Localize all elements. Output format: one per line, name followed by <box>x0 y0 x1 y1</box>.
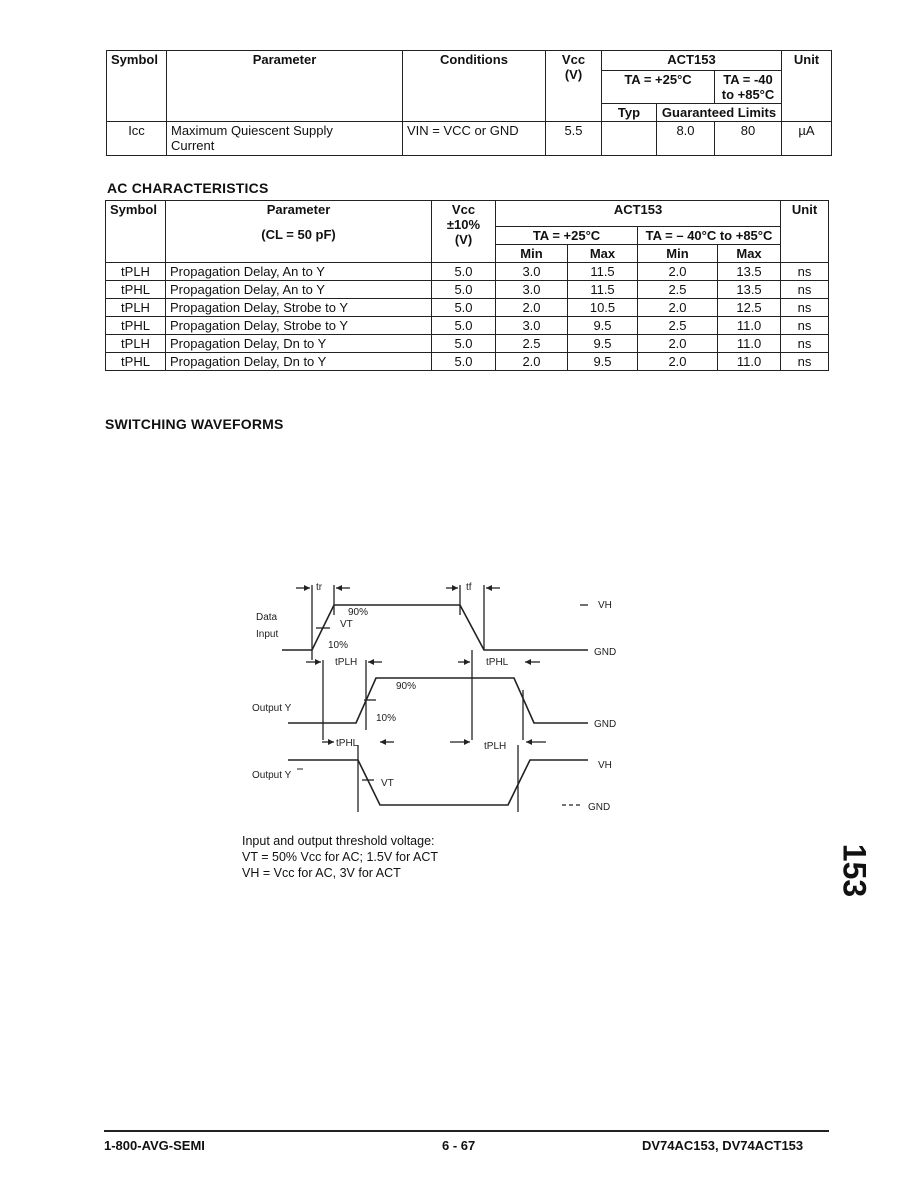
ac-cell-parameter: Propagation Delay, Dn to Y <box>166 335 432 353</box>
dc-row-symbol: Icc <box>107 122 167 156</box>
vh-label-top: VH <box>598 600 612 611</box>
dc-header-ta25: TA = +25°C <box>602 71 715 104</box>
ac-cell-unit: ns <box>781 335 829 353</box>
dc-header-ta-range <box>715 71 782 104</box>
notes-line-3: VH = Vcc for AC, 3V for ACT <box>242 866 401 880</box>
ac-cell-min: 2.5 <box>638 281 718 299</box>
ac-cell-max: 12.5 <box>718 299 781 317</box>
notes-line-1: Input and output threshold voltage: <box>242 834 435 848</box>
ac-cell-parameter: Propagation Delay, An to Y <box>166 281 432 299</box>
gnd-label-1: GND <box>594 647 617 658</box>
ac-header-max-25: Max <box>568 245 638 263</box>
gnd-label-2: GND <box>594 719 617 730</box>
ac-cell-max25: 10.5 <box>568 299 638 317</box>
ac-load-label: (CL = 50 pF) <box>261 227 336 242</box>
tr-label: tr <box>316 582 323 593</box>
ac-cell-max: 11.0 <box>718 353 781 371</box>
ac-cell-parameter: Propagation Delay, Strobe to Y <box>166 317 432 335</box>
tr-arrowhead-left <box>304 585 310 591</box>
ac-cell-symbol: tPHL <box>106 281 166 299</box>
ac-table-body <box>106 263 829 371</box>
tr-arrowhead-right <box>336 585 342 591</box>
vh-label-bottom: VH <box>598 760 612 771</box>
ac-table-row <box>106 317 829 335</box>
notes-line-2: VT = 50% Vcc for AC; 1.5V for ACT <box>242 850 439 864</box>
output-ybar-label: Output Y <box>252 770 292 781</box>
dc-row-unit: µA <box>782 122 832 156</box>
ac-cell-max: 11.0 <box>718 335 781 353</box>
threshold-notes <box>242 833 438 881</box>
ac-cell-symbol: tPLH <box>106 335 166 353</box>
dc-row-parameter-line1: Maximum Quiescent Supply <box>171 123 333 138</box>
gnd-label-3: GND <box>588 802 611 813</box>
ac-header-ta25: TA = +25°C <box>496 227 638 245</box>
output-ybar-waveform <box>288 760 588 805</box>
ac-cell-parameter: Propagation Delay, Strobe to Y <box>166 299 432 317</box>
dc-vcc-label: Vcc <box>561 52 586 67</box>
ac-cell-min25: 2.0 <box>496 353 568 371</box>
tplh2-arrowhead-left <box>464 739 470 745</box>
ac-cell-max25: 9.5 <box>568 317 638 335</box>
ac-header-unit: Unit <box>781 201 829 263</box>
ac-cell-vcc: 5.0 <box>432 317 496 335</box>
pct10-label-1: 10% <box>328 640 349 651</box>
ac-header-parameter <box>166 201 432 263</box>
ac-cell-vcc: 5.0 <box>432 353 496 371</box>
ac-cell-max: 13.5 <box>718 281 781 299</box>
dc-header-vcc <box>546 51 602 122</box>
ac-cell-min: 2.0 <box>638 353 718 371</box>
dc-ta-range-line1: TA = -40 <box>723 72 773 87</box>
tf-label: tf <box>466 582 472 593</box>
ac-cell-vcc: 5.0 <box>432 281 496 299</box>
switching-waveform-diagram <box>240 570 640 820</box>
tphl1-arrowhead-right <box>525 659 531 665</box>
dc-characteristics-table <box>106 50 832 156</box>
pct10-label-2: 10% <box>376 713 397 724</box>
ac-cell-min25: 3.0 <box>496 317 568 335</box>
ac-vcc-unit: (V) <box>454 232 473 247</box>
ac-characteristics-title: AC CHARACTERISTICS <box>107 180 269 196</box>
ac-cell-max25: 9.5 <box>568 335 638 353</box>
side-tab-label: 153 <box>836 843 873 898</box>
ac-cell-parameter: Propagation Delay, An to Y <box>166 263 432 281</box>
ac-cell-min25: 2.5 <box>496 335 568 353</box>
tphl2-arrowhead-left <box>328 739 334 745</box>
pct90-label-2: 90% <box>396 681 417 692</box>
ac-cell-min: 2.0 <box>638 335 718 353</box>
tplh-label-1: tPLH <box>335 657 358 668</box>
output-y-waveform <box>288 678 588 723</box>
dc-row-parameter <box>167 122 403 156</box>
ac-cell-symbol: tPHL <box>106 317 166 335</box>
ac-vcc-label: Vcc <box>451 202 476 217</box>
dc-header-conditions: Conditions <box>403 51 546 122</box>
ac-header-min-range: Min <box>638 245 718 263</box>
ac-table-row <box>106 263 829 281</box>
ac-vcc-tolerance: ±10% <box>446 217 481 232</box>
dc-header-parameter: Parameter <box>167 51 403 122</box>
footer-page-number: 6 - 67 <box>442 1138 476 1153</box>
ac-cell-unit: ns <box>781 281 829 299</box>
ac-table-row <box>106 353 829 371</box>
ac-cell-unit: ns <box>781 317 829 335</box>
dc-row-limit-range: 80 <box>715 122 782 156</box>
ac-cell-symbol: tPLH <box>106 263 166 281</box>
dc-vcc-unit: (V) <box>564 67 583 82</box>
ac-table-row <box>106 335 829 353</box>
ac-cell-min: 2.5 <box>638 317 718 335</box>
dc-header-typ: Typ <box>602 104 657 122</box>
output-y-label: Output Y <box>252 703 292 714</box>
ac-header-ta-range: TA = – 40°C to +85°C <box>638 227 781 245</box>
dc-header-unit: Unit <box>782 51 832 122</box>
dc-header-device: ACT153 <box>602 51 782 71</box>
switching-waveforms-title: SWITCHING WAVEFORMS <box>105 416 284 432</box>
ac-cell-vcc: 5.0 <box>432 263 496 281</box>
dc-header-guaranteed: Guaranteed Limits <box>657 104 782 122</box>
ac-header-max-range: Max <box>718 245 781 263</box>
tphl-label-2: tPHL <box>336 738 359 749</box>
vt-label-1: VT <box>340 619 353 630</box>
dc-header-symbol: Symbol <box>107 51 167 122</box>
ac-cell-unit: ns <box>781 299 829 317</box>
side-tab-153 <box>826 842 882 902</box>
data-input-label-2: Input <box>256 629 279 640</box>
dc-row-vcc: 5.5 <box>546 122 602 156</box>
ac-cell-max: 11.0 <box>718 317 781 335</box>
tplh1-arrowhead-right <box>368 659 374 665</box>
ac-cell-unit: ns <box>781 263 829 281</box>
tf-arrowhead-right <box>486 585 492 591</box>
tplh-label-2: tPLH <box>484 741 507 752</box>
footer-part-numbers: DV74AC153, DV74ACT153 <box>642 1138 804 1153</box>
tf-arrowhead-left <box>452 585 458 591</box>
ac-table-row <box>106 281 829 299</box>
ac-cell-min25: 3.0 <box>496 263 568 281</box>
ac-header-device: ACT153 <box>496 201 781 227</box>
vt-label-2: VT <box>381 778 394 789</box>
dc-row-conditions: VIN = VCC or GND <box>403 122 546 156</box>
dc-row-parameter-line2: Current <box>171 138 215 153</box>
ac-cell-vcc: 5.0 <box>432 335 496 353</box>
dc-row-limit-25: 8.0 <box>657 122 715 156</box>
ac-cell-unit: ns <box>781 353 829 371</box>
ac-cell-max25: 11.5 <box>568 263 638 281</box>
pct90-label-1: 90% <box>348 607 369 618</box>
ac-cell-min: 2.0 <box>638 263 718 281</box>
ac-header-symbol: Symbol <box>106 201 166 263</box>
footer-rule <box>104 1130 829 1132</box>
ac-cell-max25: 9.5 <box>568 353 638 371</box>
ac-characteristics-table <box>105 200 829 371</box>
ac-table-row <box>106 299 829 317</box>
tphl1-arrowhead-left <box>464 659 470 665</box>
ac-cell-min25: 2.0 <box>496 299 568 317</box>
tphl-label-1: tPHL <box>486 657 509 668</box>
tphl2-arrowhead-right <box>380 739 386 745</box>
ac-cell-max25: 11.5 <box>568 281 638 299</box>
tplh1-arrowhead-left <box>315 659 321 665</box>
dc-ta-range-line2: to +85°C <box>721 87 775 102</box>
ac-cell-min: 2.0 <box>638 299 718 317</box>
ac-cell-symbol: tPLH <box>106 299 166 317</box>
tplh2-arrowhead-right <box>526 739 532 745</box>
dc-row-typ <box>602 122 657 156</box>
ac-parameter-label: Parameter <box>266 202 331 217</box>
ac-cell-symbol: tPHL <box>106 353 166 371</box>
ac-header-min-25: Min <box>496 245 568 263</box>
ac-cell-max: 13.5 <box>718 263 781 281</box>
data-input-label-1: Data <box>256 612 278 623</box>
ac-cell-parameter: Propagation Delay, Dn to Y <box>166 353 432 371</box>
ac-cell-min25: 3.0 <box>496 281 568 299</box>
ac-header-vcc <box>432 201 496 263</box>
footer-phone: 1-800-AVG-SEMI <box>104 1138 205 1153</box>
ac-cell-vcc: 5.0 <box>432 299 496 317</box>
